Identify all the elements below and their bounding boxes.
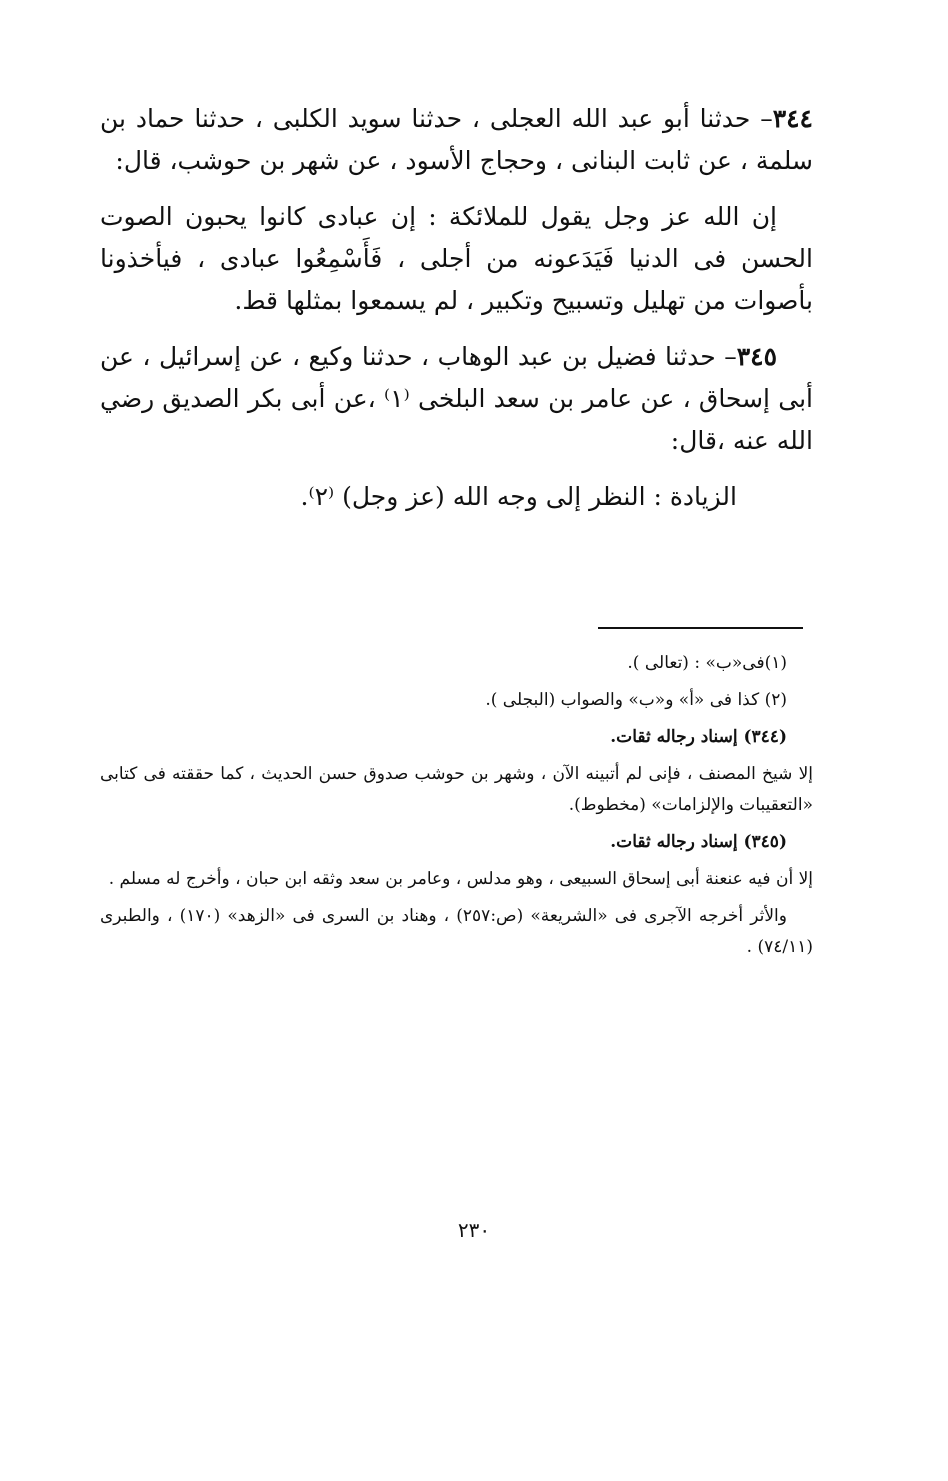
- hadith-text: – حدثنا أبو عبد الله العجلى ، حدثنا سويد الكلبى ، حدثنا حماد بن سلمة ، عن ثابت البنانى ، وحجاج الأسود ، عن شهر بن حوشب، قال:: [100, 104, 813, 175]
- footnote-heading-text: (٣٤٥) إسناد رجاله ثقات.: [610, 832, 787, 852]
- footnote: إلا أن فيه عنعنة أبى إسحاق السبيعى ، وهو مدلس ، وعامر بن سعد وثقه ابن حبان ، وأخرج له مسلم .: [108, 869, 813, 889]
- footnote: إلا شيخ المصنف ، فإنى لم أتبينه الآن ، وشهر بن حوشب صدوق حسن الحديث ، كما حققته فى كتابى «التعقيبات والإلزامات» (مخطوط).: [100, 764, 813, 815]
- page-number: ٢٣٠: [457, 1218, 491, 1242]
- hadith-text: – حدثنا فضيل بن عبد الوهاب ، حدثنا وكيع ، عن إسرائيل ، عن أبى إسحاق ، عن عامر بن سعد البلخى ⁽١⁾ ،عن أبى بكر الصديق رضي الله عنه ،قال:: [100, 342, 813, 455]
- footnotes: [100, 648, 813, 969]
- footnote: والأثر أخرجه الآجرى فى «الشريعة» (ص:٢٥٧) ، وهناد بن السرى فى «الزهد» (١٧٠) ، والطبرى (٧٤/١١) .: [100, 906, 813, 957]
- hadith-344: [100, 98, 813, 182]
- hadith-344-body: إن الله عز وجل يقول للملائكة : إن عبادى كانوا يحبون الصوت الحسن فى الدنيا فَيَدَعونه من أجلى ، فَأَسْمِعُوا عبادى ، فيأخذونا بأصوات من تهليل وتسبيح وتكبير ، لم يسمعوا بمثلها قط.: [100, 202, 813, 315]
- footnote-divider: [598, 627, 803, 629]
- main-text: [100, 98, 813, 532]
- footnote-heading: [100, 722, 813, 753]
- hadith-number: ٣٤٤: [772, 104, 813, 133]
- footnote-heading-text: (٣٤٤) إسناد رجاله ثقات.: [610, 727, 787, 747]
- hadith-345: [100, 336, 813, 462]
- hadith-number: ٣٤٥: [736, 342, 778, 371]
- hadith-345-body: الزيادة : النظر إلى وجه الله (عز وجل) ⁽٢⁾.: [300, 482, 737, 511]
- footnote: (٢) كذا فى «أ» و«ب» والصواب (البجلى ).: [485, 690, 787, 710]
- footnote: (١)فى«ب» : (تعالى ).: [627, 653, 787, 673]
- footnote-heading: [100, 827, 813, 858]
